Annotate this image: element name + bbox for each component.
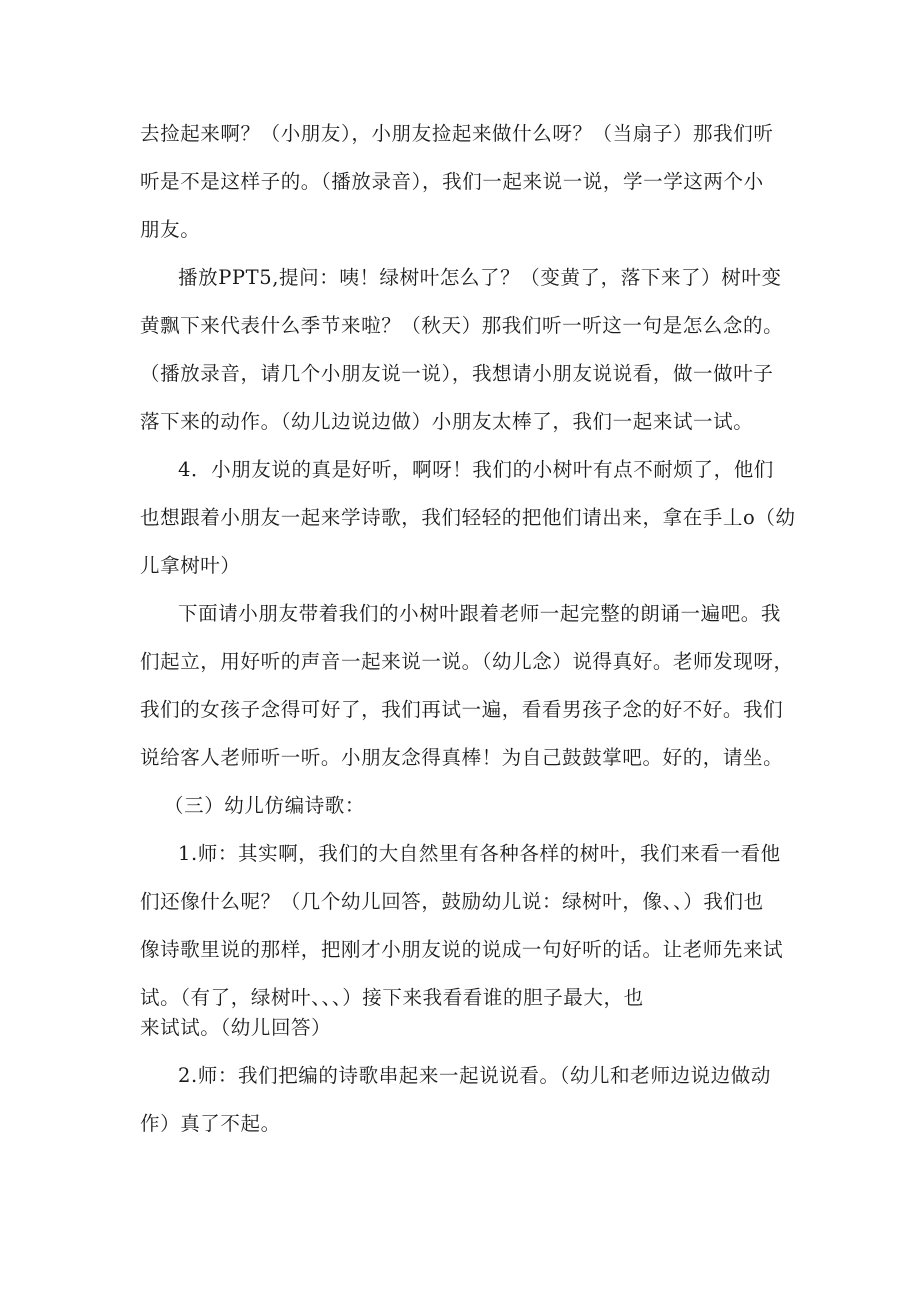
text-line: 听是不是这样子的。（播放录音），我们一起来说一说，学一学这两个小 bbox=[140, 170, 764, 193]
text-line: 作）真了不起。 bbox=[140, 1112, 281, 1135]
text-line: （播放录音，请几个小朋友说一说），我想请小朋友说说看，做一做叶子 bbox=[140, 362, 774, 385]
paragraph-start-line: 1.师：其实啊，我们的大自然里有各种各样的树叶，我们来看一看他 bbox=[178, 842, 781, 865]
text-line: 像诗歌里说的那样，把刚才小朋友说的说成一句好听的话。让老师先来试 bbox=[140, 938, 784, 961]
text-line: 们起立，用好听的声音一起来说一说。（幼儿念）说得真好。老师发现呀， bbox=[140, 650, 794, 673]
text-line: 说给客人老师听一听。小朋友念得真棒！为自己鼓鼓掌吧。好的，请坐。 bbox=[140, 746, 784, 769]
paragraph-start-line: 播放PPT5,提问：咦！绿树叶怎么了？（变黄了，落下来了）树叶变 bbox=[178, 266, 782, 289]
paragraph-start-line: 4．小朋友说的真是好听，啊呀！我们的小树叶有点不耐烦了，他们 bbox=[178, 458, 774, 481]
text-line: 朋友。 bbox=[140, 218, 201, 241]
section-heading: （三）幼儿仿编诗歌： bbox=[164, 794, 366, 817]
text-line: 来试试。（幼儿回答） bbox=[140, 1016, 332, 1039]
paragraph-start-line: 下面请小朋友带着我们的小树叶跟着老师一起完整的朗诵一遍吧。我 bbox=[178, 602, 782, 625]
text-line: 去捡起来啊？（小朋友），小朋友捡起来做什么呀？（当扇子）那我们听 bbox=[140, 122, 774, 145]
paragraph-start-line: 2.师：我们把编的诗歌串起来一起说说看。（幼儿和老师边说边做动 bbox=[178, 1064, 771, 1087]
text-line: 我们的女孩子念得可好了，我们再试一遍，看看男孩子念的好不好。我们 bbox=[140, 698, 784, 721]
text-line: 们还像什么呢？（几个幼儿回答，鼓励幼儿说：绿树叶，像、、）我们也 bbox=[140, 890, 764, 913]
text-line: 试。（有了，绿树叶、、、）接下来我看看谁的胆子最大，也 bbox=[140, 986, 644, 1009]
text-line: 落下来的动作。（幼儿边说边做）小朋友太棒了，我们一起来试一试。 bbox=[140, 410, 754, 433]
text-line: 也想跟着小朋友一起来学诗歌，我们轻轻的把他们请出来，拿在手丄o（幼 bbox=[140, 506, 796, 529]
text-line: 黄飘下来代表什么季节来啦？（秋天）那我们听一听这一句是怎么念的。 bbox=[140, 314, 784, 337]
text-line: 儿拿树叶） bbox=[140, 554, 241, 577]
